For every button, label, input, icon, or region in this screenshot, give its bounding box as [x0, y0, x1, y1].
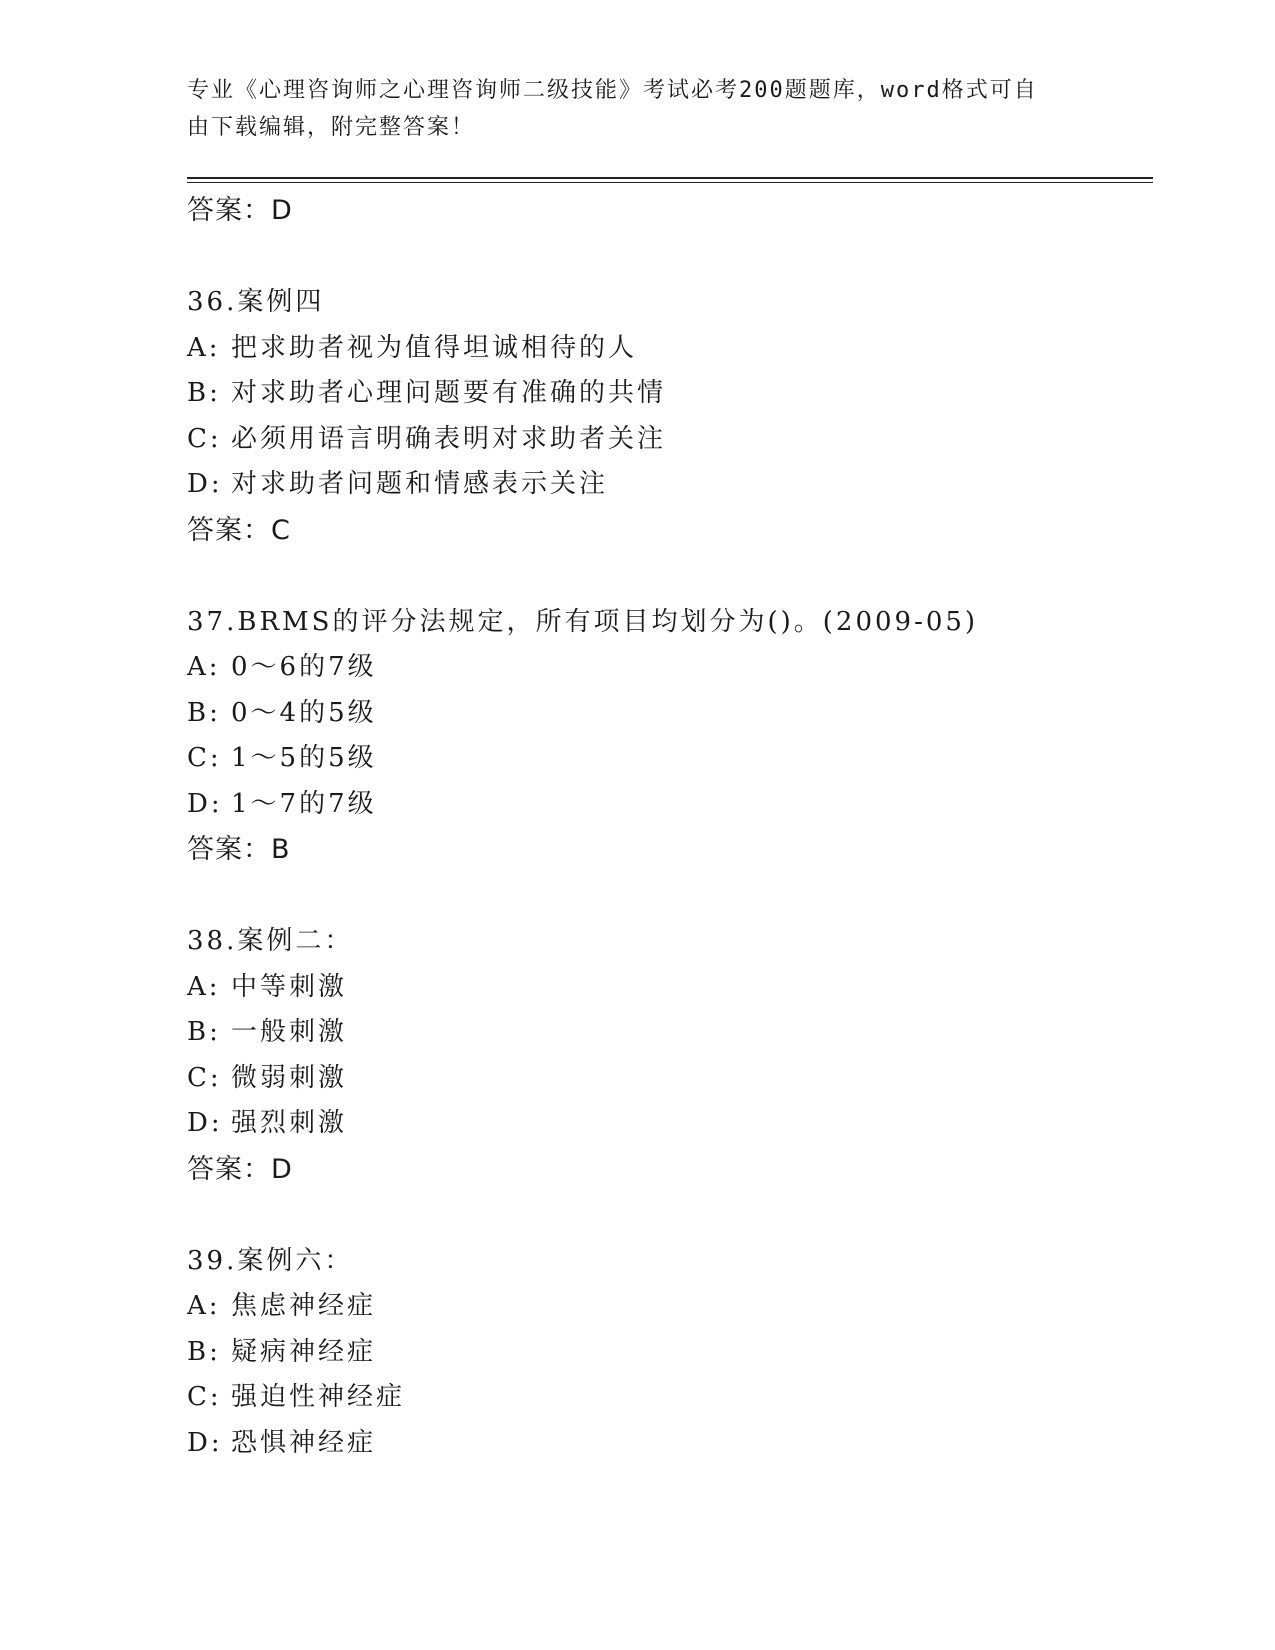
- header-line-2: 由下载编辑，附完整答案！: [187, 115, 476, 140]
- option-text: 微弱刺激: [231, 1062, 348, 1093]
- option-c: [187, 417, 1153, 463]
- option-label: A:: [187, 971, 221, 1002]
- option-text: 强烈刺激: [231, 1108, 348, 1138]
- option-text: 把求助者视为值得坦诚相待的人: [231, 332, 638, 363]
- option-label: A:: [187, 332, 221, 363]
- document-header: [187, 72, 1067, 146]
- question-title: 37.BRMS的评分法规定，所有项目均划分为()。(2009-05): [187, 606, 979, 637]
- option-c: [187, 1056, 1153, 1102]
- document-body: [187, 188, 1153, 1466]
- option-d: [187, 462, 1153, 508]
- option-text: 强迫性神经症: [231, 1382, 406, 1412]
- option-label: B:: [187, 378, 221, 408]
- option-d: [187, 1101, 1153, 1147]
- option-label: D:: [187, 1427, 223, 1458]
- answer: 答案：B: [187, 834, 291, 865]
- answer-35: 答案：D: [187, 195, 293, 226]
- option-text: 恐惧神经症: [231, 1427, 377, 1458]
- option-text: 1～5的5级: [231, 743, 377, 773]
- spacer: [187, 234, 1153, 280]
- option-label: C:: [187, 743, 222, 773]
- option-text: 焦虑神经症: [231, 1291, 377, 1321]
- spacer: [187, 554, 1153, 600]
- option-label: D:: [187, 788, 223, 819]
- option-label: D:: [187, 1108, 223, 1138]
- option-label: A:: [187, 1291, 221, 1321]
- question-title: 36.案例四: [187, 287, 325, 317]
- answer: 答案：D: [187, 1153, 293, 1185]
- header-divider-thick: [187, 177, 1153, 179]
- spacer: [187, 1193, 1153, 1239]
- option-text: 对求助者心理问题要有准确的共情: [231, 378, 667, 408]
- spacer: [187, 873, 1153, 919]
- option-label: B:: [187, 1017, 221, 1047]
- option-text: 0～4的5级: [231, 697, 377, 728]
- option-text: 中等刺激: [231, 971, 348, 1002]
- option-a: [187, 965, 1153, 1011]
- option-text: 疑病神经症: [231, 1336, 377, 1367]
- header-line-1: 专业《心理咨询师之心理咨询师二级技能》考试必考200题题库，word格式可自: [187, 78, 1038, 103]
- option-text: 一般刺激: [231, 1017, 348, 1047]
- answer: 答案：C: [187, 514, 291, 546]
- option-text: 对求助者问题和情感表示关注: [231, 469, 609, 499]
- option-label: B:: [187, 697, 221, 728]
- question-37: [187, 600, 1153, 874]
- option-label: B:: [187, 1336, 221, 1367]
- option-label: C:: [187, 1382, 222, 1412]
- option-text: 1～7的7级: [231, 788, 377, 819]
- option-label: D:: [187, 469, 223, 499]
- question-38: [187, 919, 1153, 1193]
- option-b: [187, 1010, 1153, 1056]
- question-39: [187, 1239, 1153, 1467]
- option-b: [187, 1330, 1153, 1376]
- option-label: C:: [187, 423, 222, 454]
- option-b: [187, 691, 1153, 737]
- question-36: [187, 280, 1153, 554]
- option-d: [187, 782, 1153, 828]
- option-d: [187, 1421, 1153, 1467]
- option-a: [187, 1284, 1153, 1330]
- header-divider-thin: [187, 182, 1153, 183]
- option-c: [187, 1375, 1153, 1421]
- question-title: 39.案例六：: [187, 1245, 354, 1276]
- option-text: 0～6的7级: [231, 652, 377, 682]
- option-b: [187, 371, 1153, 417]
- option-label: A:: [187, 652, 221, 682]
- option-text: 必须用语言明确表明对求助者关注: [231, 423, 667, 454]
- option-a: [187, 326, 1153, 372]
- option-c: [187, 736, 1153, 782]
- option-label: C:: [187, 1062, 222, 1093]
- question-title: 38.案例二：: [187, 926, 354, 956]
- option-a: [187, 645, 1153, 691]
